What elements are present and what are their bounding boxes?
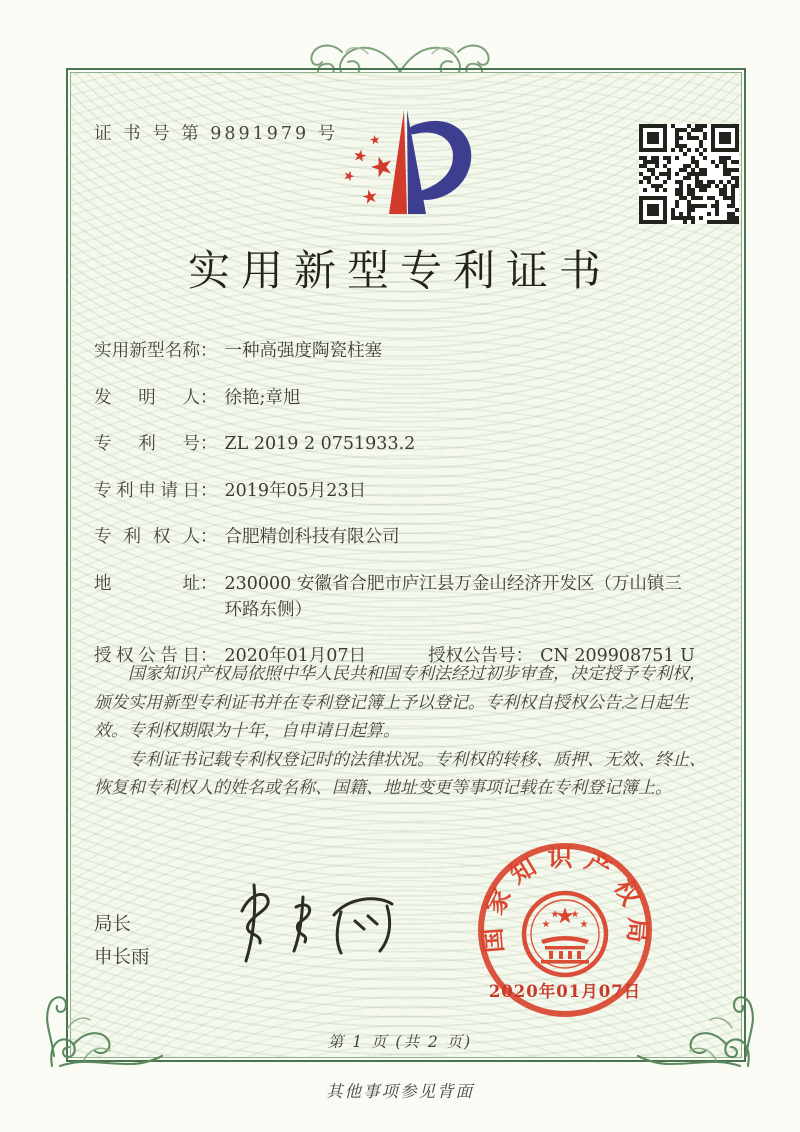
legal-paragraph-1: 国家知识产权局依照中华人民共和国专利法经过初步审查，决定授予专利权，颁发实用新型专利证书并在专利登记簿上予以登记。专利权自授权公告之日起生效。专利权期限为十年，自申请日起算。 <box>94 664 706 741</box>
field-list <box>94 338 720 669</box>
field-label: 专利号 <box>94 434 200 454</box>
grant-pub-value: CN 209908751 U <box>540 646 695 666</box>
field-label: 授权公告日 <box>94 646 200 666</box>
field-grant-row: 授权公告日 ： 2020年01月07日 授权公告号 ： CN 209908751 U <box>94 643 720 669</box>
commissioner-name: 申长雨 <box>94 947 150 968</box>
field-patentee: 专利权人 ： 合肥精创科技有限公司 <box>94 524 720 550</box>
field-inventors: 发明人 ： 徐艳;章旭 <box>94 385 720 411</box>
national-emblem-icon <box>524 893 606 975</box>
legal-text <box>94 660 712 803</box>
grant-date-value: 2020年01月07日 <box>224 646 367 666</box>
seal-agency-text: 国家知识产权局 <box>476 842 654 954</box>
grant-publication: 授权公告号 ： CN 209908751 U <box>428 643 695 669</box>
field-value: 230000 安徽省合肥市庐江县万金山经济开发区（万山镇三环路东侧） <box>224 573 682 620</box>
commissioner-title: 局长 <box>94 914 132 935</box>
field-label: 实用新型名称 <box>94 341 200 361</box>
cnipa-logo-icon <box>330 104 480 226</box>
field-value: 2019年05月23日 <box>224 480 367 501</box>
field-utility-model-name: 实用新型名称 ： 一种高强度陶瓷柱塞 <box>94 338 720 364</box>
field-label: 发明人 <box>94 387 200 408</box>
field-patent-number: 专利号 ： ZL 2019 2 0751933.2 <box>94 431 720 457</box>
field-value: 合肥精创科技有限公司 <box>224 527 400 547</box>
commissioner-block <box>94 908 150 974</box>
commissioner-signature <box>208 872 418 972</box>
field-address: 地址 ： 230000 安徽省合肥市庐江县万金山经济开发区（万山镇三环路东侧） <box>94 571 720 623</box>
field-value: 一种高强度陶瓷柱塞 <box>224 341 382 361</box>
qr-code <box>639 124 739 224</box>
page-indicator: 第 1 页 (共 2 页) <box>327 1033 473 1051</box>
field-value: 徐艳;章旭 <box>224 387 301 408</box>
legal-paragraph-2: 专利证书记载专利权登记时的法律状况。专利权的转移、质押、无效、终止、恢复和专利权人的姓名或名称、国籍、地址变更等事项记载在专利登记簿上。 <box>94 749 706 798</box>
certificate-number: 证 书 号 第 9891979 号 <box>94 124 339 144</box>
field-label: 地址 <box>94 573 200 594</box>
field-filing-date: 专利申请日 ： 2019年05月23日 <box>94 478 720 504</box>
field-value: ZL 2019 2 0751933.2 <box>224 434 416 454</box>
cnipa-official-seal <box>475 840 655 1020</box>
seal-date: 2020年01月07日 <box>488 982 642 1001</box>
back-side-note: 其他事项参见背面 <box>326 1082 474 1101</box>
field-label: 专利申请日 <box>94 480 200 501</box>
field-label: 专利权人 <box>94 527 200 547</box>
certificate-title: 实用新型专利证书 <box>187 246 612 295</box>
field-label: 授权公告号 <box>428 646 516 666</box>
